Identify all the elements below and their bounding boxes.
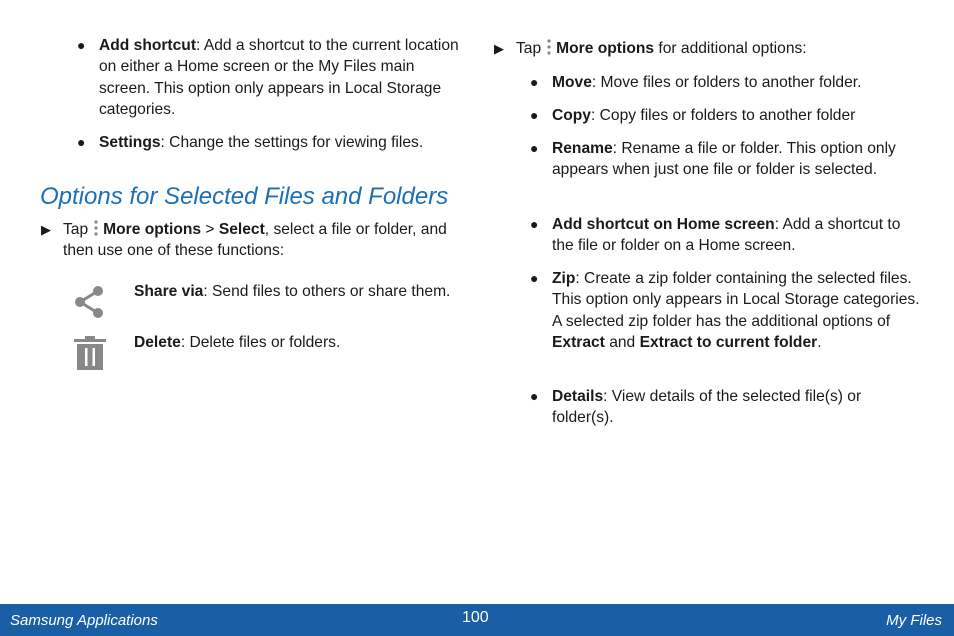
bullet-dot: ● [77,37,86,53]
footer-section: Samsung Applications [10,612,158,629]
bullet-dot: ● [530,107,539,123]
bullet-desc: : Change the settings for viewing files. [160,134,424,151]
bullet-dot: ● [530,216,539,232]
arrow-right-icon: ▶ [41,222,51,237]
bullet-dot: ● [530,270,539,286]
share-icon [73,285,107,319]
bullet-desc: : Add a shortcut to the file or folder on a Home screen. [552,216,901,255]
bullet-move [530,72,922,93]
bullet-settings [77,132,469,153]
bullet-add-shortcut [77,35,469,120]
bullet-term: Add shortcut on Home screen [552,216,775,233]
bullet-dot: ● [77,134,86,150]
and-word: and [604,333,640,351]
bullet-desc: : Move files or folders to another folder. [591,74,862,91]
bullet-term: Add shortcut [99,37,197,54]
bullet-add-shortcut-home [530,214,922,257]
more-options-label: More options [103,221,202,238]
bullet-term: Rename [552,140,613,157]
tap-word: Tap [63,221,89,238]
bullet-dot: ● [530,140,539,156]
more-options-icon [94,219,98,237]
bullet-dot: ● [530,74,539,90]
bullet-desc: : View details of the selected file(s) or folder(s). [552,388,862,427]
trash-icon [74,336,106,370]
footer-chapter: My Files [886,612,942,629]
more-options-icon [547,38,551,56]
section-heading: Options for Selected Files and Folders [40,183,449,210]
bullet-term: Move [552,74,592,91]
bullet-term: Copy [552,107,591,124]
bullet-term: Zip [552,270,576,287]
bullet-desc: : Add a shortcut to the current location on either a Home screen or the My Files main screen. This option only appears in Local Storage categories. [99,37,459,118]
function-term: Share via [134,283,204,300]
extract-label: Extract [552,333,605,351]
period: . [817,333,822,351]
function-share [134,281,464,302]
arrow-right-icon: ▶ [494,41,504,56]
page-number: 100 [462,609,489,626]
tap-post: , select a file or folder, and then use one of these functions: [63,221,447,260]
bullet-zip [530,268,922,353]
tap-word: Tap [516,40,542,57]
function-desc: : Send files to others or share them. [203,283,451,300]
tap-instruction-right [494,38,946,59]
bullet-desc: : Create a zip folder containing the selected files. This option only appears in Local Storage categories. A selected zip folder has the additional options of [552,270,920,330]
bullet-desc: : Rename a file or folder. This option only appears when just one file or folder is selected. [552,140,896,179]
bullet-copy [530,105,922,126]
function-desc: : Delete files or folders. [180,334,341,351]
tap-instruction [41,219,468,262]
bullet-term: Settings [99,134,161,151]
function-term: Delete [134,334,181,351]
page-footer [0,604,954,636]
function-delete [134,332,464,353]
separator: > [201,221,219,238]
more-options-label: More options [556,40,655,57]
bullet-rename [530,138,922,181]
extract-to-label: Extract to current folder [639,333,818,351]
bullet-desc: : Copy files or folders to another folder [590,107,856,124]
bullet-details [530,386,922,429]
select-label: Select [218,221,265,238]
bullet-dot: ● [530,388,539,404]
bullet-term: Details [552,388,604,405]
tap-post: for additional options: [654,40,807,57]
